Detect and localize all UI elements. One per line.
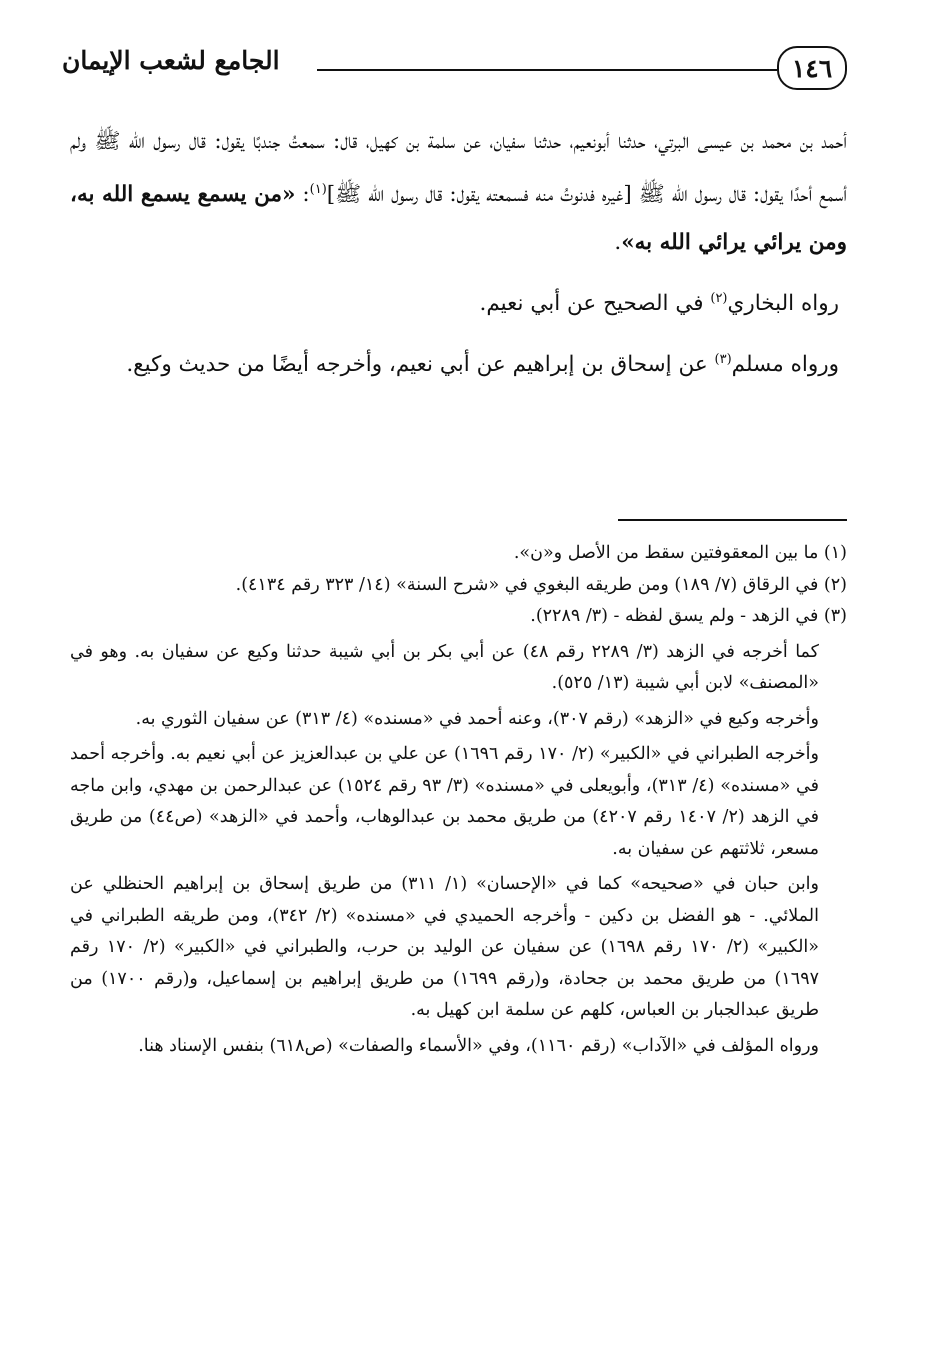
hadith-text: «من يسمع يسمع الله به، ومن يرائي يرائي الله به» (70, 182, 847, 256)
paragraph-muslim (70, 336, 847, 389)
isnad-text: أحمد بن محمد بن عيسى البرتي، حدثنا أبونعيم، حدثنا سفيان، عن سلمة بن كهيل، قال: سمعتُ جندبًا يقول: قال رسول الله ﷺ ولم أسمع أحدًا يقول: قال رسول الله ﷺ [غيره فدنوتُ منه فسمعته يقول: قال رسول الله ﷺ] (70, 129, 848, 208)
header-rule (317, 69, 777, 71)
footnotes (70, 538, 847, 1062)
paragraph-isnad (70, 118, 847, 267)
footnote-3-block-4: وابن حبان في «صحيحه» كما في «الإحسان» (١/ ٣١١) من طريق إسحاق بن إبراهيم الحنظلي عن الملائي. - هو الفضل بن دكين - وأخرجه الحميدي في «مسنده» (٢/ ٣٤٢)، ومن طريقه الطبراني في «الكبير» (٢/ ١٧٠ رقم ١٦٩٨) عن سفيان عن الوليد بن حرب، والطبراني في «الكبير» (٢/ ١٧٠ رقم ١٦٩٧) من طريق محمد بن جحادة، و(رقم ١٦٩٩) من طريق إبراهيم بن إسماعيل، و(رقم ١٧٠٠) من طريق عبدالجبار بن العباس، كلهم عن سلمة ابن كهيل به. (70, 874, 819, 1020)
page-header (62, 42, 847, 100)
footnote-3: (٣) في الزهد - ولم يسق لفظه - (٣/ ٢٢٨٩). (530, 606, 847, 626)
muslim-text: ورواه مسلم (731, 352, 839, 378)
footnote-3-block-5: ورواه المؤلف في «الآداب» (رقم ١١٦٠)، وفي «الأسماء والصفات» (ص٦١٨) بنفس الإسناد هنا. (138, 1035, 819, 1056)
footnote-2: (٢) في الرقاق (٧/ ١٨٩) ومن طريقه البغوي في «شرح السنة» (١٤/ ٣٢٣ رقم ٤١٣٤). (235, 574, 847, 595)
footnote-1: (١) ما بين المعقوفتين سقط من الأصل و«ن». (513, 543, 847, 563)
footnote-3-block-2: وأخرجه وكيع في «الزهد» (رقم ٣٠٧)، وعنه أحمد في «مسنده» (٤/ ٣١٣) عن سفيان الثوري به. (135, 708, 819, 729)
bukhari-text: رواه البخاري (727, 291, 839, 317)
footnote-ref-2: (٢) (710, 291, 728, 307)
footnote-separator (618, 519, 847, 521)
period: . (614, 230, 622, 256)
footnote-3-block-3: وأخرجه الطبراني في «الكبير» (٢/ ١٧٠ رقم ١٦٩٦) عن علي بن عبدالعزيز عن أبي نعيم به. وأخرجه أحمد في «مسنده» (٤/ ٣١٣)، وأبويعلى في «مسنده» (٣/ ٩٣ رقم ١٥٢٤) عن عبدالرحمن بن مهدي، وابن ماجه في الزهد (٢/ ١٤٠٧ رقم ٤٢٠٧) من طريق محمد بن عبدالوهاب، وأحمد في «الزهد» (ص٤٤) من طريق مسعر، ثلاثتهم عن سفيان به. (70, 744, 820, 859)
main-text (70, 118, 847, 389)
footnote-3-block-1: كما أخرجه في الزهد (٣/ ٢٢٨٩ رقم ٤٨) عن أبي بكر بن أبي شيبة حدثنا وكيع عن سفيان به. وهو في «المصنف» لابن أبي شيبة (١٣/ ٥٢٥). (70, 641, 819, 693)
paragraph-bukhari (70, 275, 847, 328)
footnote-ref-3: (٣) (714, 352, 732, 368)
book-title: الجامع لشعب الإيمان (62, 46, 280, 75)
page-number: ١٤٦ (777, 46, 847, 90)
footnote-ref-1: (١) (309, 182, 327, 197)
bukhari-text-rest: في الصحيح عن أبي نعيم. (479, 291, 711, 317)
muslim-text-rest: عن إسحاق بن إبراهيم عن أبي نعيم، وأخرجه أيضًا من حديث وكيع. (126, 352, 715, 378)
colon: : (295, 182, 310, 208)
